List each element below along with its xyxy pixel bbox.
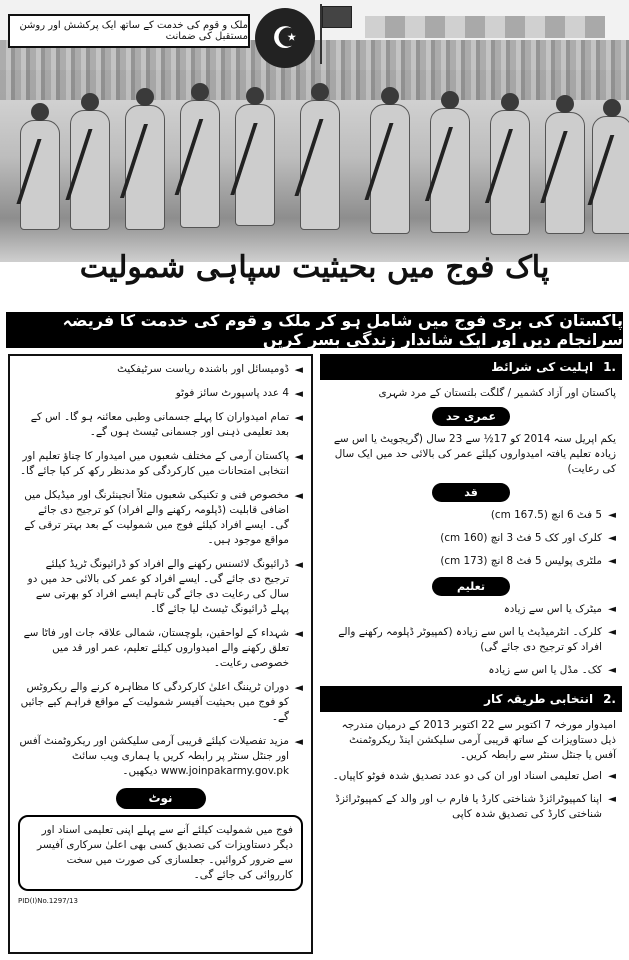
list-item: ◄ ڈومیسائل اور باشندہ ریاست سرٹیفکیٹ xyxy=(117,363,303,376)
requirements-box xyxy=(8,354,313,954)
parade-photo xyxy=(0,0,629,262)
height-label: قد xyxy=(432,483,510,502)
section-heading-eligibility: 1. اہلیت کی شرائط xyxy=(320,354,622,380)
list-item: ◄ پاکستان آرمی کے مختلف شعبوں میں امیدوار کا چناؤ تعلیم اور انتخابی امتحانات میں کارکردگی کو مدنظر رکھ کر کیا جائے گا۔ xyxy=(19,450,303,477)
education-label: تعلیم xyxy=(432,577,510,596)
list-item: ◄ مزید تفصیلات کیلئے قریبی آرمی سلیکشن اور ریکروٹمنٹ آفس اور جنٹل سنٹر پر رابطہ کریں یا ہماری ویب سائٹ www.joinpakarmy.gov.pk دیکھیں۔ xyxy=(19,735,303,777)
list-item: ◄ اصل تعلیمی اسناد اور ان کی دو عدد تصدیق شدہ فوٹو کاپیاں۔ xyxy=(332,770,616,782)
selection-intro: امیدوار مورخہ 7 اکتوبر سے 22 اکتوبر 2013 کے درمیان مندرجہ ذیل دستاویزات کے ساتھ قریبی آرمی سلیکشن اینڈ ریکروٹمنٹ آفس یا جنٹل سنٹر سے رابطہ کریں۔ xyxy=(341,719,616,761)
list-item: ◄ تمام امیدواران کا پہلے جسمانی وطبی معائنہ ہو گا۔ اس کے بعد تعلیمی ذہنی اور جسمانی ٹیسٹ ہوں گے۔ xyxy=(30,411,303,438)
list-item: ◄ ڈرائیونگ لائسنس رکھنے والے افراد کو ڈرائیونگ ٹریڈ کیلئے ترجیح دی جائے گی۔ ایسے افراد کو عمر کی بالائی حد میں دو سال کی رعایت دی جائے گی تاہم ایسے افراد کو بھرتی سے پہلے ڈرائیونگ ٹیسٹ لیا جائے گا۔ xyxy=(27,558,303,615)
page-title: پاک فوج میں بحیثیت سپاہی شمولیت xyxy=(79,250,550,285)
list-item: ◄ دوران ٹریننگ اعلیٰ کارکردگی کا مظاہرہ کرنے والے ریکروٹس کو فوج میں بحیثیت آفیسر شمولیت کے مواقع فراہم کیے جائیں گے۔ xyxy=(20,681,303,723)
list-item: ◄ کک۔ مڈل یا اس سے زیادہ xyxy=(488,664,616,676)
list-item: ◄ 5 فٹ 6 انچ (167.5 cm) xyxy=(490,509,616,521)
list-item: ◄ کلرک اور کک 5 فٹ 3 انچ (160 cm) xyxy=(440,532,616,544)
eligibility-column xyxy=(320,354,622,954)
slogan-box: ملک و قوم کی خدمت کے ساتھ ایک پرکشش اور روشن مستقبل کی ضمانت xyxy=(8,14,250,48)
age-label: عمری حد xyxy=(432,407,510,426)
age-text: یکم اپریل سنہ 2014 کو 17½ سے 23 سال (گریجویٹ یا اس سے زیادہ تعلیم یافتہ امیدواروں کیلئے عمر کی بالائی حد میں ایک سال کی رعایت) xyxy=(333,433,616,475)
army-emblem-icon: ☪ xyxy=(255,8,315,68)
flag-icon xyxy=(322,6,352,28)
list-item: ◄ مخصوص فنی و تکنیکی شعبوں مثلاً انجینئرنگ اور میڈیکل میں اضافی قابلیت (ڈپلومہ رکھنے والے افراد) کو ترجیح دی جائے گی۔ ایسے افراد کیلئے فوج میں شمولیت کے بعد بہتر ترقی کے مواقع موجود ہیں۔ xyxy=(24,489,303,546)
list-item: ◄ کلرک۔ انٹرمیڈیٹ یا اس سے زیادہ (کمپیوٹر ڈپلومہ رکھنے والے افراد کو ترجیح دی جائے گی) xyxy=(338,626,616,653)
note-box: فوج میں شمولیت کیلئے آنے سے پہلے اپنی تعلیمی اسناد اور دیگر دستاویزات کی تصدیق کسی بھی اعلیٰ سرکاری آفیسر سے ضرور کروائیں۔ جعلسازی کی صورت میں سخت کارروائی کی جائے گی۔ xyxy=(18,815,303,891)
section-heading-selection: 2. انتخابی طریقہ کار xyxy=(320,686,622,712)
list-item: ◄ ملٹری پولیس 5 فٹ 8 انچ (173 cm) xyxy=(440,555,616,567)
stadium-banners xyxy=(365,16,605,38)
subtitle-banner: پاکستان کی بری فوج میں شامل ہو کر ملک و قوم کی خدمت کا فریضہ سرانجام دیں اور ایک شاندار زندگی بسر کریں xyxy=(6,312,623,348)
eligibility-text: پاکستان اور آزاد کشمیر / گلگت بلتستان کے مرد شہری xyxy=(378,387,616,399)
note-label: نوٹ xyxy=(116,788,206,809)
list-item: ◄ شہداء کے لواحقین، بلوچستان، شمالی علاقہ جات اور فاٹا سے تعلق رکھنے والے امیدواروں کیلئے تعلیم، عمر اور قد میں خصوصی رعایت۔ xyxy=(23,627,303,669)
list-item: ◄ میٹرک یا اس سے زیادہ xyxy=(503,603,616,615)
website-link[interactable]: www.joinpakarmy.gov.pk xyxy=(160,765,289,777)
list-item: ◄ 4 عدد پاسپورٹ سائز فوٹو xyxy=(175,387,303,400)
pid-number: PID(I)No.1297/13 xyxy=(18,897,78,905)
list-item: ◄ اپنا کمپیوٹرائزڈ شناختی کارڈ یا فارم ب اور والد کے کمپیوٹرائزڈ شناختی کارڈ کی تصدیق شدہ کاپی xyxy=(335,793,616,820)
